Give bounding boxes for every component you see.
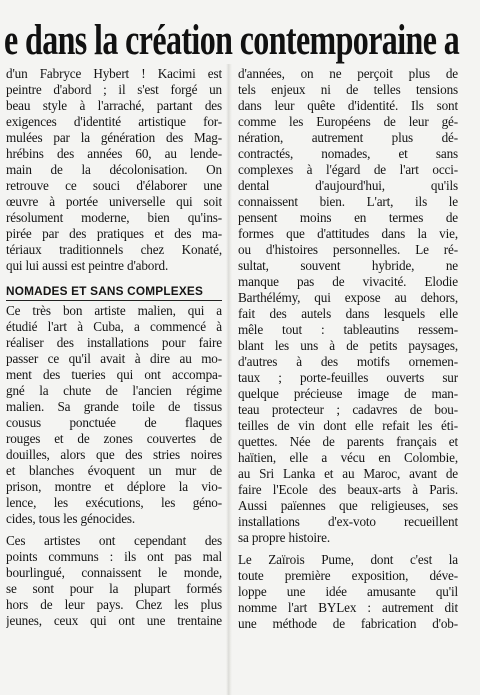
text-line: se sont pour la plupart formés (6, 581, 222, 596)
text-line: points communs : ils ont pas mal (6, 549, 222, 564)
text-line: une méthode de fabrication d'ob- (238, 616, 458, 631)
text-line: ment des tueries qui ont accompa- (6, 367, 222, 382)
text-line: et blanches évoquent un mur de (6, 463, 222, 478)
text-line: au Sri Lanka et au Maroc, avant de (238, 466, 458, 481)
text-line: ou d'histoires personnelles. Le ré- (238, 242, 458, 257)
text-line: connaissent bien. L'art, ils le (238, 194, 458, 209)
text-line: quettes. Née de parents français et (238, 434, 458, 449)
paragraph (238, 66, 458, 546)
text-line: hors de leur pays. Chez les plus (6, 597, 222, 612)
text-line: haïtien, elle a vécu en Colombie, (238, 450, 458, 465)
text-line: Barthélémy, qui expose au dehors, (238, 290, 458, 305)
text-line: taux ; porte-feuilles ouverts sur (238, 370, 458, 385)
text-line: contractés, nomades, et sans (238, 146, 458, 161)
text-line: rouges et de zones couvertes de (6, 431, 222, 446)
text-line: étudié l'art à Cuba, a commencé à (6, 319, 222, 334)
text-line: passer ce qu'il avait à dire au mo- (6, 351, 222, 366)
text-line: beau style à l'arraché, partant des (6, 98, 222, 113)
text-line: tériaux traditionnels chez Konaté, (6, 242, 222, 257)
text-line: faire l'Ecole des beaux-arts à Paris. (238, 482, 458, 497)
text-line: nération, autrement plus dé- (238, 130, 458, 145)
text-line: jeunes, ceux qui ont une trentaine (6, 613, 222, 628)
text-line: pirée par des pratiques et des ma- (6, 226, 222, 241)
text-line: retrouve ce souci d'élaborer une (6, 178, 222, 193)
text-line: comme les Européens de leur gé- (238, 114, 458, 129)
paragraph (6, 303, 222, 527)
text-line: réaliser des installations pour faire (6, 335, 222, 350)
text-line: d'années, on ne perçoit plus de (238, 66, 458, 81)
text-line: teilles de vin dont elle refait les éti- (238, 418, 458, 433)
section-subhead: NOMADES ET SANS COMPLEXES (6, 282, 222, 301)
text-line: main de la décolonisation. On (6, 162, 222, 177)
text-line: cousus ponctuée de flaques (6, 415, 222, 430)
text-line: hrébins des années 60, au lende- (6, 146, 222, 161)
text-line: Ce très bon artiste malien, qui a (6, 303, 222, 318)
text-line: prison, montre et déplore la vio- (6, 479, 222, 494)
text-line: pensent moins en termes de (238, 210, 458, 225)
text-line: Aussi païennes que religieuses, ses (238, 498, 458, 513)
text-line: tels enjeux ni de telles tensions (238, 82, 458, 97)
text-line: complexes à l'égard de l'art occi- (238, 162, 458, 177)
text-line: peintre d'abord ; il s'est forgé un (6, 82, 222, 97)
text-line: loppe une idée amusante qu'il (238, 584, 458, 599)
text-line: dental d'aujourd'hui, qu'ils (238, 178, 458, 193)
text-line: dans leur quête d'identité. Ils sont (238, 98, 458, 113)
text-line: fait des autels dans lesquels elle (238, 306, 458, 321)
text-line: installations d'ex-voto recueillent (238, 514, 458, 529)
text-line: résolument moderne, bien qu'ins- (6, 210, 222, 225)
paragraph (6, 533, 222, 629)
text-line: Le Zaïrois Pume, dont c'est la (238, 552, 458, 567)
column-fold (226, 64, 232, 695)
text-line: manque pas de vivacité. Elodie (238, 274, 458, 289)
paragraph (6, 66, 222, 274)
text-line: œuvre à portée universelle qui soit (6, 194, 222, 209)
text-line: Ces artistes ont cependant des (6, 533, 222, 548)
text-line: sa propre histoire. (238, 530, 330, 545)
text-line: mêle tout : tableautins ressem- (238, 322, 458, 337)
text-line: d'autres à des motifs ornemen- (238, 354, 458, 369)
left-column (6, 66, 222, 629)
text-line: douilles, alors que des stries noires (6, 447, 222, 462)
text-line: lence, les exécutions, les géno- (6, 495, 222, 510)
text-line: d'un Fabryce Hybert ! Kacimi est (6, 66, 222, 81)
paragraph (238, 552, 458, 632)
right-column (238, 66, 458, 632)
text-line: sultat, souvent hybride, ne (238, 258, 458, 273)
headline: e dans la création contemporaine a (4, 14, 460, 64)
text-line: exigences d'identité artistique for- (6, 114, 222, 129)
text-line: gné la chute de l'ancien régime (6, 383, 222, 398)
text-line: formes que d'attitudes dans la vie, (238, 226, 458, 241)
text-line: nomme l'art BYLex : autrement dit (238, 600, 458, 615)
text-line: blant les uns à de petits paysages, (238, 338, 458, 353)
text-line: mulées par la génération des Mag- (6, 130, 222, 145)
text-line: qui lui aussi est peintre d'abord. (6, 258, 169, 273)
text-line: malien. Sa grande toile de tissus (6, 399, 222, 414)
text-line: quelque précieuse image de man- (238, 386, 458, 401)
text-line: teau protecteur ; cadavres de bou- (238, 402, 458, 417)
text-line: bourlingué, connaissent le monde, (6, 565, 222, 580)
text-line: cides, tous les génocides. (6, 511, 136, 526)
text-line: toute première exposition, déve- (238, 568, 458, 583)
